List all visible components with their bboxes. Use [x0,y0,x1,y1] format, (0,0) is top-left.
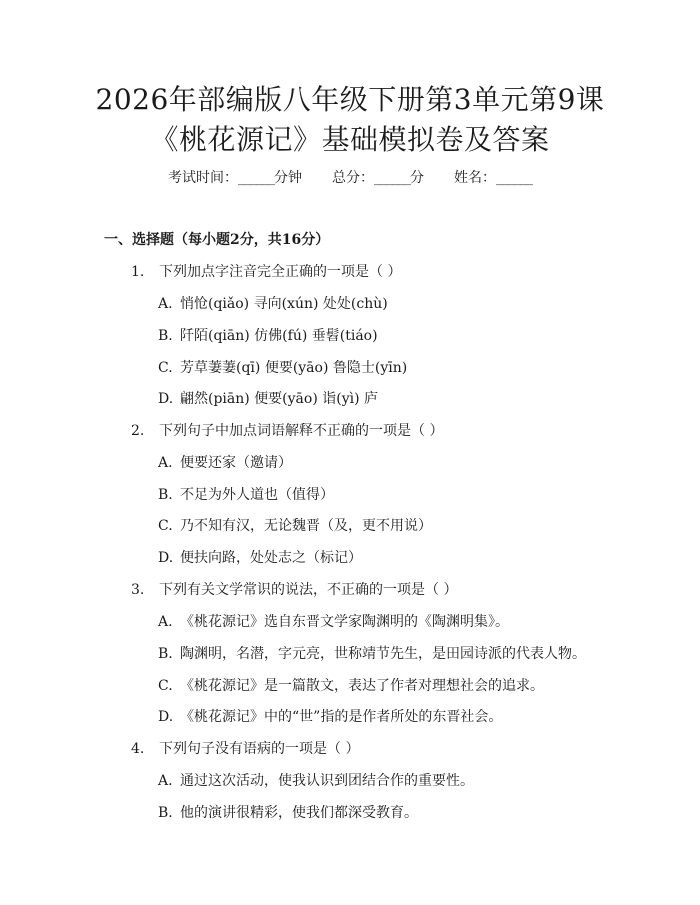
question-2: 2. 下列句子中加点词语解释不正确的一项是（ ） [131,423,444,439]
question-3-option-b: B. 陶渊明，名潜，字元亮，世称靖节先生，是田园诗派的代表人物。 [158,646,586,662]
student-name-blank: ______ [496,170,532,186]
student-name-field: 姓名：______ [454,170,532,186]
question-3: 3. 下列有关文学常识的说法，不正确的一项是（ ） [131,582,458,598]
question-2-option-c: C. 乃不知有汉，无论魏晋（及，更不用说） [158,518,432,534]
total-score-blank: ______ [374,170,410,186]
question-4-option-b: B. 他的演讲很精彩，使我们都深受教育。 [158,805,418,821]
page-title-line2: 《桃花源记》基础模拟卷及答案 [150,123,550,156]
exam-info-bar [0,168,700,188]
question-3-option-a: A. 《桃花源记》选自东晋文学家陶渊明的《陶渊明集》。 [158,614,509,630]
question-3-option-c: C. 《桃花源记》是一篇散文，表达了作者对理想社会的追求。 [158,678,544,694]
question-3-option-d: D. 《桃花源记》中的“世”指的是作者所处的东晋社会。 [158,709,503,725]
exam-time-blank: ______ [238,170,274,186]
page-title-line1: 2026年部编版八年级下册第3单元第9课 [95,83,605,116]
section-title: 一、选择题（每小题2分，共16分） [104,232,330,248]
exam-time-field: 考试时间：______分钟 [168,170,302,186]
question-4: 4. 下列句子没有语病的一项是（ ） [131,741,360,757]
question-1-option-a: A. 悄怆(qiǎo) 寻向(xún) 处处(chù) [158,296,388,312]
question-2-option-a: A. 便要还家（邀请） [158,455,292,471]
question-1: 1. 下列加点字注音完全正确的一项是（ ） [131,264,402,280]
question-2-option-d: D. 便扶向路，处处志之（标记） [158,550,362,566]
question-1-option-b: B. 阡陌(qiān) 仿佛(fú) 垂髫(tiáo) [158,328,378,344]
question-1-option-c: C. 芳草萋萋(qī) 便要(yāo) 鲁隐士(yīn) [158,360,408,376]
total-score-field: 总分：______分 [332,170,424,186]
question-4-option-a: A. 通过这次活动，使我认识到团结合作的重要性。 [158,773,474,789]
question-2-option-b: B. 不足为外人道也（值得） [158,487,334,503]
question-1-option-d: D. 翩然(piān) 便要(yāo) 诣(yì) 庐 [158,391,378,407]
